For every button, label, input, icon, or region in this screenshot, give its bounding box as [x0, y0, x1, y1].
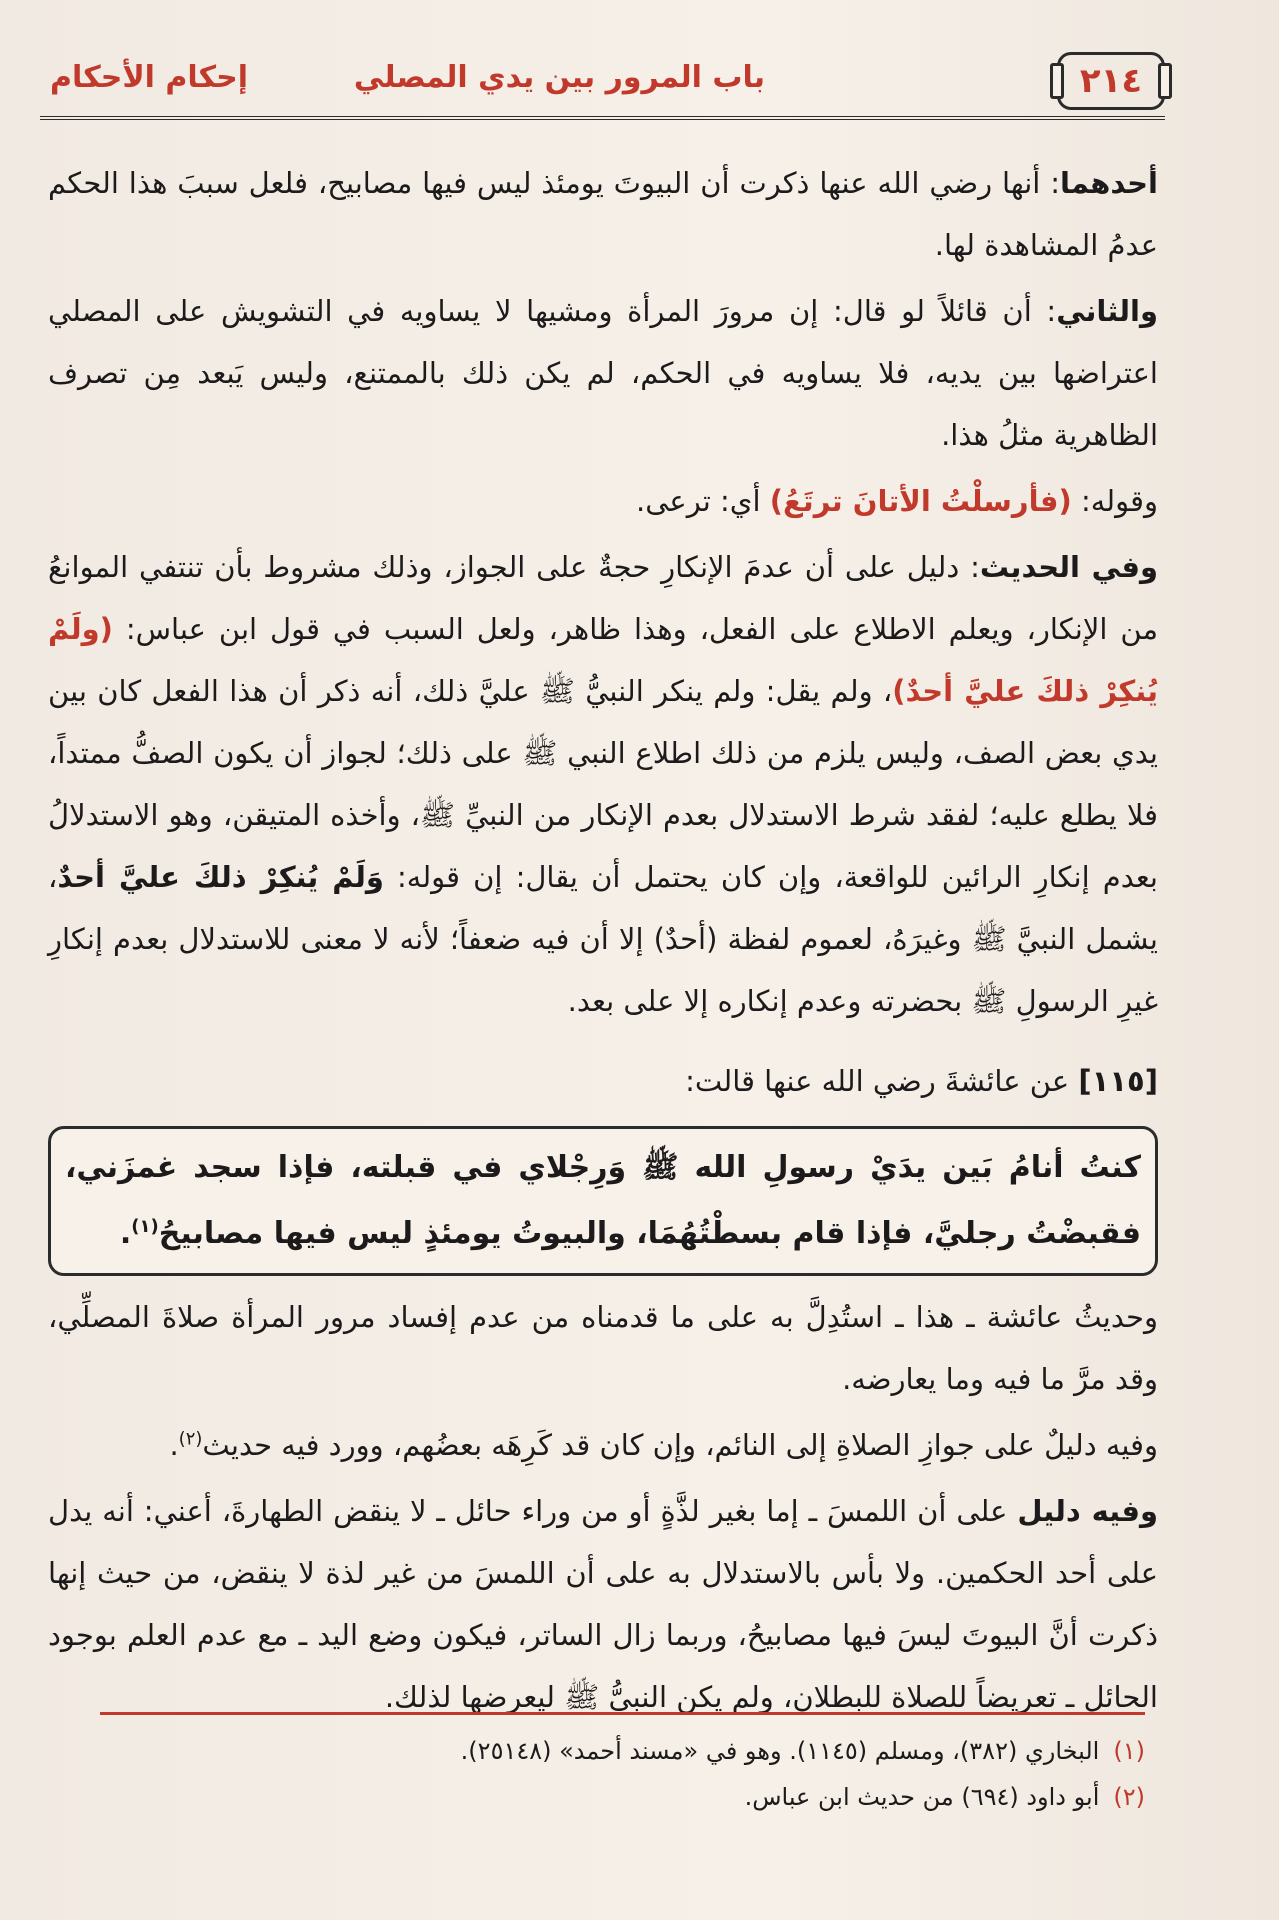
footnote-reference[interactable]: (٢) — [178, 1428, 203, 1450]
paragraph-text: وحديثُ عائشة ـ هذا ـ استُدِلَّ به على ما قدمناه من عدم إفساد مرور المرأة صلاةَ المصلِّي، وقد مرَّ ما فيه وما يعارضه. — [48, 1300, 1158, 1396]
paragraph-text: على أن اللمسَ ـ إما بغير لذَّةٍ أو من وراء حائل ـ لا ينقض الطهارةَ، أعني: أنه يدل على أحد الحكمين. ولا بأس بالاستدلال به على أن اللمسَ من غير لذة لا ينقض، من حيث إنها ذكرت أنَّ البيوتَ ليسَ فيها مصابيحُ، وربما زال الساتر، فيكون وضع اليد ـ مع عدم العلم بوجود الحائل ـ تعريضاً للصلاة للبطلان، ولم يكن النبيُّ ﷺ ليعرضها لذلك. — [48, 1494, 1158, 1714]
hadith-number: [١١٥] — [1078, 1064, 1158, 1098]
header-divider — [40, 116, 1165, 120]
footnote-number: (٢) — [1113, 1783, 1145, 1811]
footnote-item — [100, 1774, 1145, 1820]
paragraph-end: . — [169, 1428, 179, 1462]
footnote-number: (١) — [1113, 1737, 1145, 1765]
book-title: إحكام الأحكام — [50, 60, 248, 95]
hadith-text: كنتُ أنامُ بَين يدَيْ رسولِ الله ﷺ وَرِجْلاي في قبلته، فإذا سجد غمزَني، فقبضْتُ رجليَّ، فإذا قام بسطْتُهُمَا، والبيوتُ يومئذٍ ليس فيها مصابيحُ — [65, 1150, 1141, 1251]
quoted-phrase: (فأرسلْتُ الأتانَ ترتَعُ) — [769, 484, 1072, 518]
bold-phrase: وَلَمْ يُنكِرْ ذلكَ عليَّ أحدٌ — [57, 860, 384, 894]
paragraph-text: وفيه دليلٌ على جوازِ الصلاةِ إلى النائم، وإن كان قد كَرِهَه بعضُهم، وورد فيه حديث — [202, 1428, 1158, 1462]
main-text — [48, 152, 1158, 1732]
footnote-text: البخاري (٣٨٢)، ومسلم (١١٤٥). وهو في «مسند أحمد» (٢٥١٤٨). — [460, 1737, 1100, 1765]
hadith-intro: عن عائشةَ رضي الله عنها قالت: — [685, 1064, 1079, 1098]
hadith-text-box — [48, 1126, 1158, 1276]
paragraph-touch-ruling — [48, 1480, 1158, 1728]
footnote-reference[interactable]: (١) — [131, 1216, 159, 1237]
quoted-phrase: (ولَمْ يُنكِرْ ذلكَ عليَّ أحدٌ) — [48, 612, 1159, 708]
footnote-divider — [100, 1712, 1145, 1715]
paragraph-lead: والثاني — [1056, 294, 1158, 328]
paragraph-lead: وفيه دليل — [1017, 1494, 1159, 1528]
paragraph-text: : أن قائلاً لو قال: إن مرورَ المرأة ومشيها لا يساويه في التشويش على المصلي اعتراضها بين يديه، فلا يساويه في الحكم، لم يكن ذلك بالممتنع، وليس يَبعد مِن تصرف الظاهرية مثلُ هذا. — [48, 294, 1158, 452]
hadith-end: . — [119, 1216, 132, 1251]
paragraph-text: ، ولم يقل: ولم ينكر النبيُّ ﷺ عليَّ ذلك، أنه ذكر أن هذا الفعل كان بين يدي بعض الصف، وليس يلزم من ذلك اطلاع النبي ﷺ على ذلك؛ لجواز أن يكون الصفُّ ممتداً، فلا يطلع عليه؛ لفقد شرط الاستدلال بعدم الإنكار من النبيِّ ﷺ، وأخذه المتيقن، وهو الاستدلالُ بعدم إنكارِ الرائين للواقعة، وإن كان يحتمل أن يقال: إن قوله: — [48, 674, 1158, 894]
paragraph-first — [48, 152, 1158, 276]
footnote-text: أبو داود (٦٩٤) من حديث ابن عباس. — [744, 1783, 1100, 1811]
footnote-item — [100, 1728, 1145, 1774]
paragraph-text: أي: ترعى. — [636, 484, 770, 518]
page-header — [40, 52, 1165, 114]
footnotes — [100, 1728, 1145, 1820]
paragraph-text: : دليل على أن عدمَ الإنكارِ حجةٌ على الجواز، وذلك مشروط بأن تنتفي الموانعُ من الإنكار، ويعلم الاطلاع على الفعل، وهذا ظاهر، ولعل السبب في قول ابن عباس: — [48, 550, 1158, 646]
paragraph-praying-to-sleeper — [48, 1414, 1158, 1476]
paragraph-text: : أنها رضي الله عنها ذكرت أن البيوتَ يومئذ ليس فيها مصابيح، فلعل سببَ هذا الحكم عدمُ المشاهدة لها. — [48, 166, 1158, 262]
paragraph-aisha-hadith — [48, 1286, 1158, 1410]
paragraph-lead: وفي الحديث — [979, 550, 1158, 584]
paragraph-hadith-commentary — [48, 536, 1158, 1032]
paragraph-lead: أحدهما — [1059, 166, 1158, 200]
chapter-title: باب المرور بين يدي المصلي — [353, 60, 765, 95]
paragraph-second — [48, 280, 1158, 466]
paragraph-text: ، يشمل النبيَّ ﷺ وغيرَهُ، لعموم لفظة (أحدٌ) إلا أن فيه ضعفاً؛ لأنه لا معنى للاستدلال بعدم إنكارِ غيرِ الرسولِ ﷺ بحضرته وعدم إنكاره إلا على بعد. — [48, 860, 1158, 1018]
page-number: ٢١٤ — [1057, 52, 1165, 110]
paragraph-text: وقوله: — [1071, 484, 1158, 518]
hadith-heading — [48, 1050, 1158, 1112]
paragraph-quote-explanation — [48, 470, 1158, 532]
